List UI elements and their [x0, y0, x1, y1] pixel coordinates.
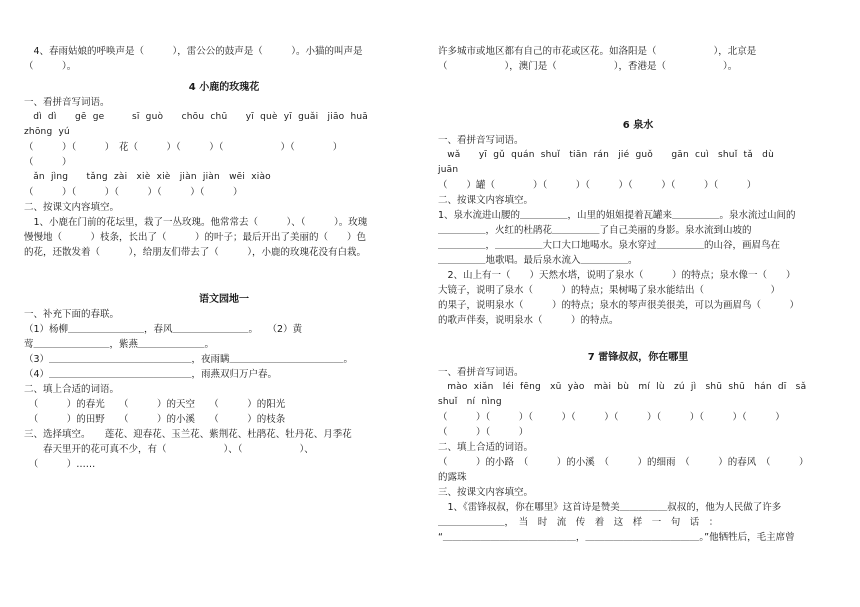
text-line: 的花，还散发着（ ），给朋友们带去了（ ），小鹿的玫瑰花没有白栽。	[24, 247, 367, 258]
blank-line: （ ）的小路 （ ）的小溪 （ ）的细雨 （ ）的春风 （ ）	[438, 457, 809, 468]
text-line: 4、春雨姑娘的呼唤声是（ ），雷公公的鼓声是（ ）。小猫的叫声是	[24, 46, 363, 57]
lesson-7-section	[438, 350, 838, 545]
text-line: ＿＿＿＿＿，＿＿＿＿＿大口大口地喝水。泉水穿过＿＿＿＿＿的山谷，画眉鸟在	[438, 240, 781, 251]
left-top-section	[24, 44, 424, 74]
yuwen-yuandi-section	[24, 292, 424, 472]
blank-line: （ ）……	[24, 459, 96, 470]
lesson-6-section	[438, 118, 838, 328]
text-line: 1、泉水流进山腰的＿＿＿＿＿，山里的姐姐提着瓦罐来＿＿＿＿＿。泉水流过山间的	[438, 210, 796, 221]
blank-line: （1）杨柳＿＿＿＿＿＿＿＿，春风＿＿＿＿＿＿＿＿。 （2）黄	[24, 324, 303, 335]
text-line: “＿＿＿＿＿＿＿＿＿＿＿＿＿＿，＿＿＿＿＿＿＿＿＿＿＿＿。”他牺牲后，毛主席曾	[438, 532, 795, 543]
left-column	[24, 44, 424, 472]
lesson-title: 6 泉水	[622, 120, 654, 131]
text-line: 大镜子，说明了泉水（ ）的特点；果树喝了泉水能结出（ ）	[438, 285, 781, 296]
pinyin-line: wǎ yī gǔ quán shuǐ tiān rán jié guǒ gān cuì shuǐ tǎ dù	[438, 150, 774, 160]
pinyin-line: shuǐ ní nìng	[438, 397, 502, 407]
text-line: 许多城市或地区都有自己的市花或区花。如洛阳是（ ），北京是	[438, 46, 757, 57]
text-line: 二、填上合适的词语。	[438, 442, 534, 453]
text-line: 二、按课文内容填空。	[438, 195, 534, 206]
pinyin-line: zhōng yú	[24, 127, 70, 137]
text-line: （ ），澳门是（ ），香港是（ ）。	[438, 61, 738, 72]
blank-line: 春天里开的花可真不少，有（ ）、（ ）、	[24, 444, 314, 455]
pinyin-line: ǎn jìng tǎng zài xiè xiè jiàn jiàn wēi xiào	[24, 172, 271, 182]
blank-line: （ ）的春光 （ ）的天空 （ ）的阳光	[24, 399, 286, 410]
text-line: 的果子，说明泉水（ ）的特点；泉水的琴声很美很美，可以为画眉鸟（ ）	[438, 300, 800, 311]
pinyin-line: juān	[438, 165, 459, 175]
pinyin-line: dì dì gē ge sī guò chōu chū yī què yī guǎi jiāo huā	[24, 112, 369, 122]
right-top-section	[438, 44, 838, 74]
text-line: 慢慢地（ ）枝条，长出了（ ）的叶子；最后开出了美丽的（ ）色	[24, 232, 367, 243]
lesson-4-section	[24, 80, 424, 260]
text-line: 一、看拼音写词语。	[438, 135, 524, 146]
blank-line: 莺＿＿＿＿＿＿＿＿，紫燕＿＿＿＿＿＿＿。	[24, 339, 215, 350]
pinyin-line: mào xiǎn léi fēng xū yào mài bù mí lù zú jì shū shū hán dī sǎ	[438, 382, 807, 392]
lesson-title: 7 雷锋叔叔，你在哪里	[587, 352, 689, 363]
text-line: ＿＿＿＿＿＿＿， 当 时 流 传 着 这 样 一 句 话 ：	[438, 517, 719, 528]
blank-line: （ ）（ ）（ ）（ ）（ ）	[24, 187, 243, 198]
blank-line: （ ）（ ）（ ）（ ）（ ）（ ）（ ）（ ）	[438, 412, 785, 423]
blank-line: （ ）罐（ ）（ ）（ ）（ ）（ ）（ ）	[438, 180, 757, 191]
blank-line: （3）＿＿＿＿＿＿＿＿＿＿＿＿＿＿＿，夜雨瞒＿＿＿＿＿＿＿＿＿＿＿＿。	[24, 354, 354, 365]
text-line: 的歌声伴奏，说明泉水（ ）的特点。	[438, 315, 619, 326]
blank-line: （ ）（ ）	[438, 427, 529, 438]
lesson-title: 4 小鹿的玫瑰花	[188, 82, 260, 93]
text-line: 二、按课文内容填空。	[24, 202, 120, 213]
text-line: 一、补充下面的春联。	[24, 309, 120, 320]
text-line: 二、填上合适的词语。	[24, 384, 120, 395]
section-title: 语文园地一	[199, 294, 249, 305]
text-line: 1、《雷锋叔叔，你在哪里》这首诗是赞美＿＿＿＿＿叔叔的，他为人民做了许多	[438, 502, 782, 513]
blank-line: 的露珠	[438, 472, 467, 483]
blank-line: （4）＿＿＿＿＿＿＿＿＿＿＿＿＿＿＿，雨燕双归万户春。	[24, 369, 278, 380]
text-line: 三、选择填空。 莲花、迎春花、玉兰花、紫荆花、杜鹃花、牡丹花、月季花	[24, 429, 352, 440]
text-line: ＿＿＿＿＿，火红的杜鹃花＿＿＿＿＿了自己美丽的身影。泉水流到山坡的	[438, 225, 752, 236]
blank-line: （ ）的田野 （ ）的小溪 （ ）的枝条	[24, 414, 286, 425]
text-line: 2、山上有一（ ）天然水塔，说明了泉水（ ）的特点；泉水像一（ ）	[438, 270, 796, 281]
text-line: 一、看拼音写词语。	[438, 367, 524, 378]
text-line: （ ）。	[24, 61, 77, 72]
text-line: ＿＿＿＿＿地歌唱。最后泉水流入＿＿＿＿＿。	[438, 255, 638, 266]
blank-line: （ ）	[24, 157, 72, 168]
blank-line: （ ）（ ） 花（ ）（ ）（ ）（ ）	[24, 142, 343, 153]
right-column	[438, 44, 838, 545]
text-line: 三、按课文内容填空。	[438, 487, 534, 498]
text-line: 一、看拼音写词语。	[24, 97, 110, 108]
text-line: 1、小鹿在门前的花坛里，栽了一丛玫瑰。他常常去（ ）、（ ）。玫瑰	[24, 217, 368, 228]
